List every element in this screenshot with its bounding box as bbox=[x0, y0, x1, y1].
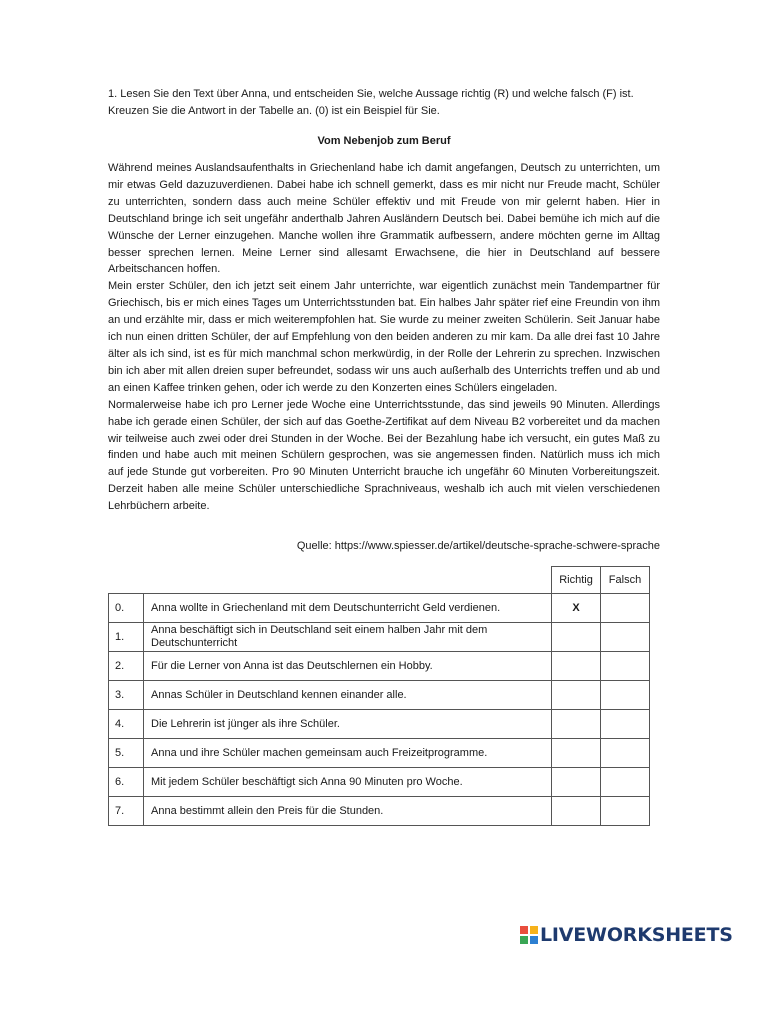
row-statement: Anna bestimmt allein den Preis für die Stunden. bbox=[144, 797, 552, 826]
row-statement: Anna wollte in Griechenland mit dem Deutschunterricht Geld verdienen. bbox=[144, 594, 552, 623]
falsch-cell[interactable] bbox=[601, 739, 650, 768]
richtig-cell[interactable] bbox=[552, 739, 601, 768]
row-statement: Mit jedem Schüler beschäftigt sich Anna 90 Minuten pro Woche. bbox=[144, 768, 552, 797]
row-number: 0. bbox=[109, 594, 144, 623]
header-blank-num bbox=[109, 567, 144, 594]
falsch-cell[interactable] bbox=[601, 652, 650, 681]
header-blank-statement bbox=[144, 567, 552, 594]
paragraph-2: Mein erster Schüler, den ich jetzt seit einem Jahr unterrichte, war eigentlich zunächst mein Tandempartner für Griechisch, bis er mich eines Tages um Unterrichtsstunden bat. Ein halbes Jahr später rief eine Freundin von ihm an und erzählte mir, dass er mich weiterempfohlen hat. Sie wurde zu meiner zweiten Schülerin. Seit Januar habe ich nun einen dritten Schüler, der auf Empfehlung von den beiden anderen zu mir kam. Da alle drei fast 10 Jahre älter als ich sind, ist es für mich manchmal schon merkwürdig, in der Rolle der Lehrerin zu sprechen. Inzwischen bin ich aber mit allen dreien super befreundet, sodass wir uns auch außerhalb des Unterrichts treffen und ab und an einen Kaffee trinken gehen, oder ich werde zu den Konzerten eines Schülers eingeladen. bbox=[108, 280, 660, 394]
richtig-cell[interactable] bbox=[552, 710, 601, 739]
falsch-cell[interactable] bbox=[601, 797, 650, 826]
richtig-cell[interactable] bbox=[552, 681, 601, 710]
table-row bbox=[109, 710, 650, 739]
falsch-cell[interactable] bbox=[601, 623, 650, 652]
row-number: 7. bbox=[109, 797, 144, 826]
row-statement: Für die Lerner von Anna ist das Deutschlernen ein Hobby. bbox=[144, 652, 552, 681]
table-row bbox=[109, 594, 650, 623]
reading-text bbox=[108, 160, 660, 515]
richtig-cell[interactable] bbox=[552, 768, 601, 797]
row-number: 4. bbox=[109, 710, 144, 739]
table-row bbox=[109, 797, 650, 826]
row-number: 3. bbox=[109, 681, 144, 710]
header-falsch: Falsch bbox=[601, 567, 650, 594]
text-title: Vom Nebenjob zum Beruf bbox=[317, 135, 451, 147]
liveworksheets-logo-icon bbox=[520, 926, 538, 944]
richtig-cell[interactable]: X bbox=[552, 594, 601, 623]
table-row bbox=[109, 768, 650, 797]
table-row bbox=[109, 681, 650, 710]
richtig-cell[interactable] bbox=[552, 652, 601, 681]
table-row bbox=[109, 739, 650, 768]
header-richtig: Richtig bbox=[552, 567, 601, 594]
source-citation: Quelle: https://www.spiesser.de/artikel/deutsche-sprache-schwere-sprache bbox=[296, 540, 660, 552]
row-number: 5. bbox=[109, 739, 144, 768]
row-statement: Annas Schüler in Deutschland kennen einander alle. bbox=[144, 681, 552, 710]
row-number: 1. bbox=[109, 623, 144, 652]
row-statement: Anna beschäftigt sich in Deutschland seit einem halben Jahr mit dem Deutschunterricht bbox=[144, 623, 552, 652]
row-statement: Anna und ihre Schüler machen gemeinsam auch Freizeitprogramme. bbox=[144, 739, 552, 768]
richtig-cell[interactable] bbox=[552, 623, 601, 652]
table-header-row bbox=[109, 567, 650, 594]
table-row bbox=[109, 652, 650, 681]
exercise-instruction: 1. Lesen Sie den Text über Anna, und entscheiden Sie, welche Aussage richtig (R) und welche falsch (F) ist. Kreuzen Sie die Antwort in der Tabelle an. (0) ist ein Beispiel für Sie. bbox=[108, 88, 634, 117]
table-row bbox=[109, 623, 650, 652]
row-number: 2. bbox=[109, 652, 144, 681]
answer-table bbox=[108, 566, 650, 826]
row-statement: Die Lehrerin ist jünger als ihre Schüler. bbox=[144, 710, 552, 739]
row-number: 6. bbox=[109, 768, 144, 797]
richtig-cell[interactable] bbox=[552, 797, 601, 826]
falsch-cell[interactable] bbox=[601, 768, 650, 797]
paragraph-1: Während meines Auslandsaufenthalts in Griechenland habe ich damit angefangen, Deutsch zu unterrichten, um mir etwas Geld dazuzuverdienen. Dabei habe ich schnell gemerkt, dass es mir nicht nur Freude macht, Schüler zu unterrichten, sondern dass auch meine Schüler effektiv und mit Freude von mir gelernt haben. Hier in Deutschland bringe ich seit ungefähr anderthalb Jahren Ausländern Deutsch bei. Dabei bemühe ich mich auf die Wünsche der Lerner einzugehen. Manche wollen ihre Grammatik aufbessern, andere möchten gerne im Alltag besser sprechen lernen. Meine Lerner sind allesamt Erwachsene, die hier in Deutschland auf bessere Arbeitschancen hoffen. bbox=[108, 162, 660, 276]
falsch-cell[interactable] bbox=[601, 594, 650, 623]
paragraph-3: Normalerweise habe ich pro Lerner jede Woche eine Unterrichtsstunde, das sind jeweils 90 Minuten. Allerdings habe ich gerade einen Schüler, der sich auf das Goethe-Zertifikat auf dem Niveau B2 vorbereitet und da machen wir teilweise auch zwei oder drei Stunden in der Woche. Bei der Bezahlung habe ich versucht, ein gutes Maß zu finden und habe auch mit meinen Schülern gesprochen, was sie angemessen finden. Natürlich muss ich mich auf jede Stunde gut vorbereiten. Pro 90 Minuten Unterricht brauche ich ungefähr 60 Minuten Vorbereitungszeit. Derzeit haben alle meine Schüler unterschiedliche Sprachniveaus, weshalb ich auch mit vielen verschiedenen Lehrbüchern arbeite. bbox=[108, 398, 660, 513]
logo-text: LIVEWORKSHEETS bbox=[540, 924, 733, 946]
liveworksheets-logo[interactable] bbox=[520, 924, 733, 946]
falsch-cell[interactable] bbox=[601, 681, 650, 710]
falsch-cell[interactable] bbox=[601, 710, 650, 739]
